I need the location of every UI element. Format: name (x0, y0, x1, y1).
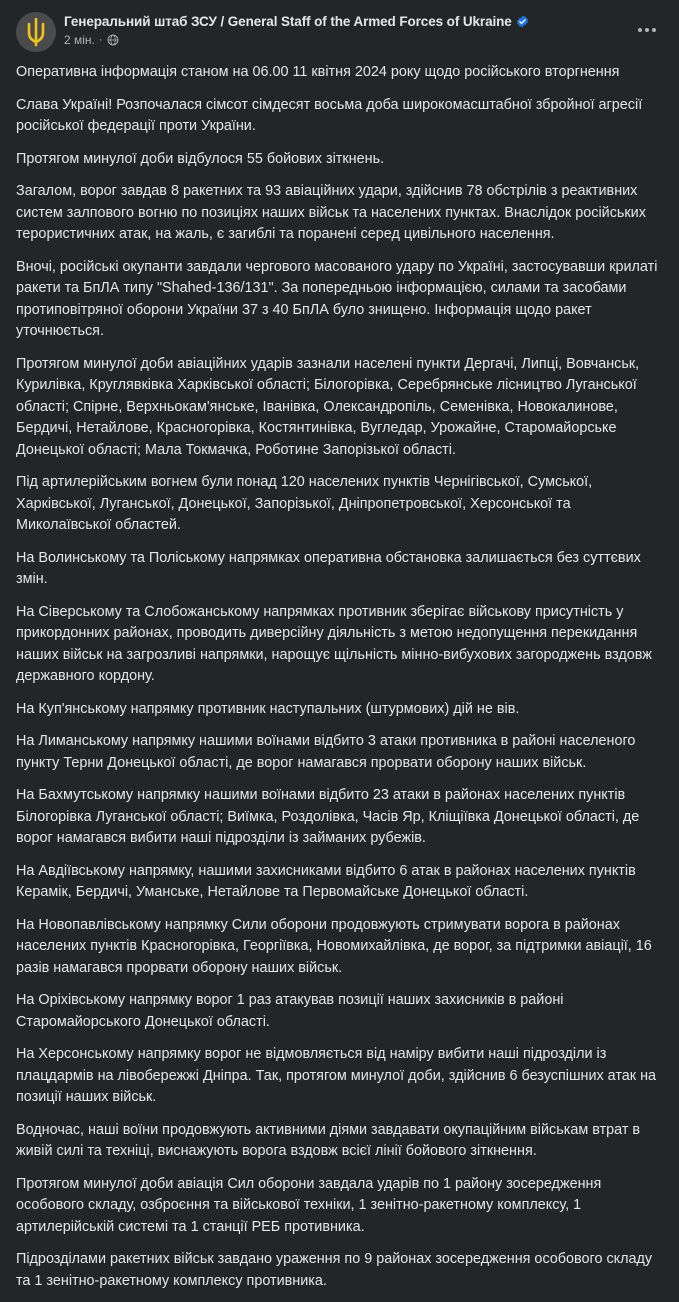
post-paragraph: Оперативна інформація станом на 06.00 11 квітня 2024 року щодо російського вторгнення (16, 64, 620, 80)
post-paragraph: Слава Україні! Розпочалася сімсот сімдесят восьма доба широкомасштабної збройної агресії російської федерації проти України. (16, 96, 643, 134)
post-paragraph: На Бахмутському напрямку нашими воїнами відбито 23 атаки в районах населених пунктів Білогорівка Луганської області; Виїмка, Роздолівка, Часів Яр, Кліщіївка Донецької області, де ворог намагався вибити наші підрозділи із займаних рубежів. (16, 787, 640, 846)
post-paragraph: На Куп'янському напрямку противник наступальних (штурмових) дій не вів. (16, 700, 520, 717)
more-options-button[interactable] (631, 14, 663, 46)
post-paragraph: На Сіверському та Слобожанському напрямках противник зберігає військову присутність у прикордонних районах, проводить диверсійну діяльність з метою недопущення перекидання наших військ на загрозливі напрямки, нарощує щільність мінно-вибухових загороджень вздовж державного кордону. (16, 603, 652, 684)
post-paragraph: На Волинському та Поліському напрямках оперативна обстановка залишається без суттєвих змін. (16, 549, 641, 587)
meta-separator: · (98, 33, 103, 46)
post-timestamp[interactable]: 2 мін. (64, 33, 95, 47)
trident-emblem-icon (16, 12, 56, 52)
post-paragraph: На Херсонському напрямку ворог не відмовляється від наміру вибити наші підрозділи із плацдармів на лівобережжі Дніпра. Так, протягом минулої доби, здійснив 6 безуспішних атак на позиції наших військ. (16, 1046, 657, 1105)
verified-badge-icon (516, 15, 529, 28)
post-meta (64, 33, 631, 47)
ellipsis-icon (638, 28, 656, 32)
post-paragraph: Протягом минулої доби авіаційних ударів зазнали населені пункти Дергачі, Липці, Вовчанськ, Курилівка, Круглявківка Харківської області; Білогорівка, Серебрянське лісництво Луганської області; Спірне, Верхньокам'янське, Іванівка, Олександропіль, Семенівка, Новокалинове, Бердичі, Нетайлове, Красногорівка, Костянтинівка, Вугледар, Урожайне, Старомайорське Донецької області; Мала Токмачка, Роботине Запорізької області. (16, 355, 640, 458)
avatar[interactable] (16, 12, 56, 52)
post-paragraph: Протягом минулої доби відбулося 55 бойових зіткнень. (16, 150, 385, 167)
post-paragraph: На Лиманському напрямку нашими воїнами відбито 3 атаки противника в районі населеного пункту Терни Донецької області, де ворог намагався прорвати оборону наших військ. (16, 733, 636, 771)
author-line (64, 13, 631, 30)
post-paragraph: Водночас, наші воїни продовжують активними діями завдавати окупаційним військам втрат в живій силі та техніці, виснажують ворога вздовж всієї лінії бойового зіткнення. (16, 1121, 641, 1159)
post-header (16, 12, 663, 52)
post-paragraph: Підрозділами ракетних військ завдано ураження по 9 районах зосередження особового складу та 1 зенітно-ракетному комплексу противника. (16, 1251, 653, 1289)
post-paragraph: На Оріхівському напрямку ворог 1 раз атакував позиції наших захисників в районі Старомайорського Донецької області. (16, 992, 564, 1030)
post-paragraph: На Авдіївському напрямку, нашими захисниками відбито 6 атак в районах населених пунктів Керамік, Бердичі, Уманське, Нетайлове та Первомайське Донецької області. (16, 862, 636, 900)
post-header-text (64, 12, 631, 47)
post-paragraph: Протягом минулої доби авіація Сил оборони завдала ударів по 1 району зосередження особового складу, озброєння та військової техніки, 1 зенітно-ракетному комплексу, 1 артилерійській системі та 1 станції РЕБ противника. (16, 1175, 602, 1235)
post-body (16, 62, 663, 1292)
page-name[interactable]: Генеральний штаб ЗСУ / General Staff of the Armed Forces of Ukraine (64, 14, 512, 29)
post-paragraph: Вночі, російські окупанти завдали чергового масованого удару по Україні, застосувавши крилаті ракети та БпЛА типу "Shahed-136/131". За попередньою інформацією, силами та засобами протиповітряної оборони України 37 з 40 БпЛА було знищено. Інформація щодо ракет уточнюється. (16, 258, 658, 339)
post-paragraph: На Новопавлівському напрямку Сили оборони продовжують стримувати ворога в районах населених пунктів Красногорівка, Георгіївка, Новомихайлівка, де ворог, за підтримки авіації, 16 разів намагався прорвати оборону наших військ. (16, 916, 652, 976)
globe-icon[interactable] (107, 34, 119, 46)
post-paragraph: Під артилерійським вогнем були понад 120 населених пунктів Чернігівської, Сумської, Харківської, Луганської, Донецької, Запорізької, Дніпропетровської, Херсонської та Миколаївської областей. (16, 474, 593, 533)
post-paragraph: Загалом, ворог завдав 8 ракетних та 93 авіаційних удари, здійснив 78 обстрілів з реактивних систем залпового вогню по позиціях наших військ та населених пунктах. Внаслідок російських терористичних атак, на жаль, є загиблі та поранені серед цивільного населення. (16, 183, 646, 242)
